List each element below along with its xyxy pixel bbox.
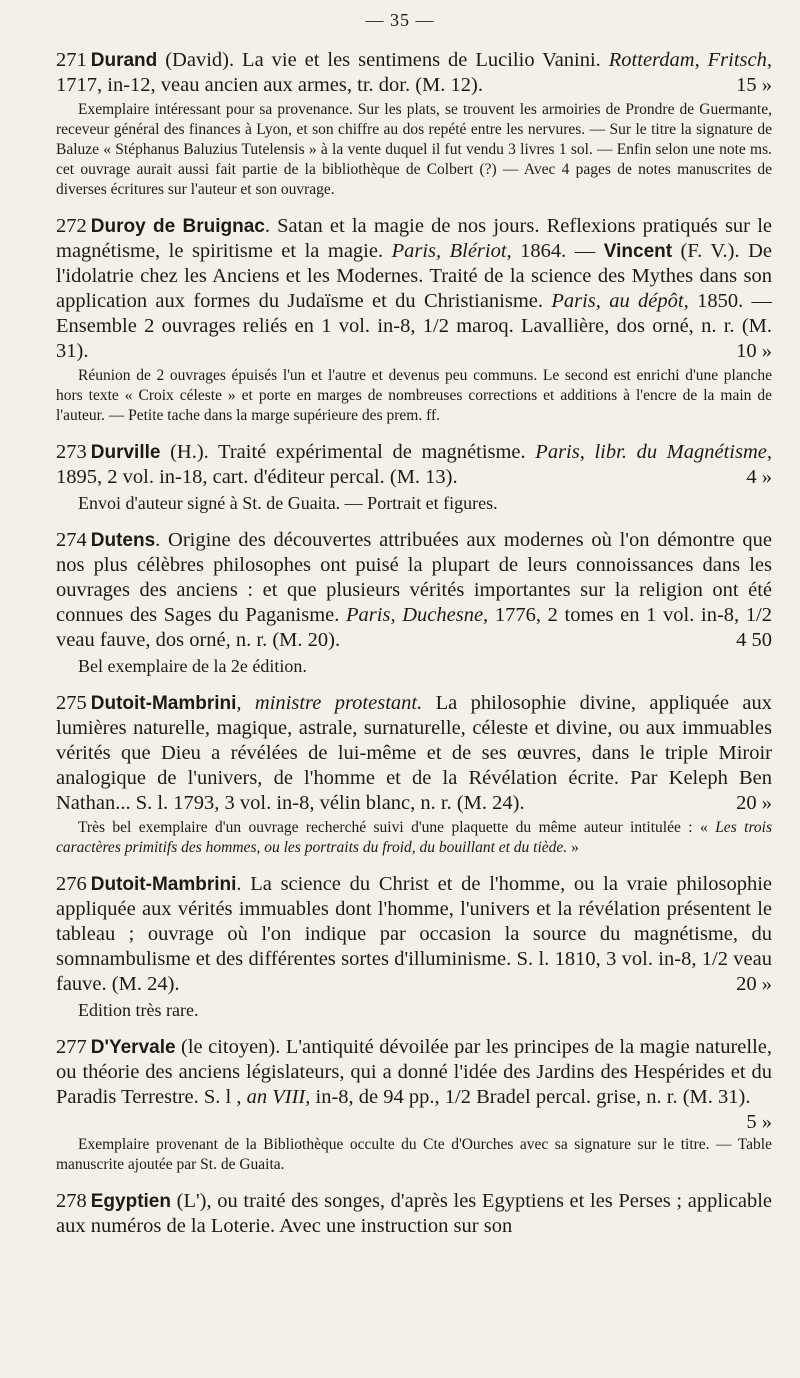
- entry-details: in-8, de 94 pp., 1/2 Bradel percal. grise, n. r. (M. 31).: [310, 1086, 751, 1108]
- entry-272-description: [56, 214, 772, 364]
- entry-second-imprint: Paris, au dépôt,: [551, 290, 689, 312]
- entry-271-description: [56, 48, 772, 98]
- entry-274: [56, 528, 772, 677]
- entry-second-title: (F. V.). De l'idolatrie chez les Anciens et les Modernes. Traité de la science des Mythes dans son application aux formes du Judaïsme et du Christianisme.: [56, 240, 773, 312]
- entry-title: . La science du Christ et de l'homme, ou la vraie philosophie appliquée aux vérités immuables dont l'homme, l'univers et la révélation présentent le tableau ; ouvrage où l'on indique par occasion la source du magnétisme, du somnambulisme et des différentes sortes d'illuminisme. S. l. 1810, 3 vol. in-8, 1/2 veau fauve. (M. 24).: [56, 873, 772, 995]
- entry-author: D'Yervale: [90, 1037, 176, 1058]
- entry-author: Egyptien: [90, 1191, 171, 1212]
- entry-275-description: [56, 691, 772, 816]
- entry-title: (L'), ou traité des songes, d'après les Egyptiens et les Perses ; applicable aux numéros de la Loterie. Avec une instruction sur son: [56, 1190, 772, 1237]
- entry-title: . Satan et la magie de nos jours. Reflexions pratiqués sur le magnétisme, le spiritisme et la magie.: [56, 215, 772, 262]
- entry-number: 273: [56, 441, 87, 463]
- entry-title: La philosophie divine, appliquée aux lumières naturelle, magique, astrale, surnaturelle, céleste et divine, ou aux immuables vérités que Dieu a révélées de lui-même et de ses œuvres, dans le triple Miroir analogique de l'univers, de l'homme et de la Révélation écrite. Par Keleph Ben Nathan... S. l. 1793, 3 vol. in-8, vélin blanc, n. r. (M. 24).: [56, 692, 772, 814]
- entry-author: Durville: [90, 442, 161, 463]
- entry-278-description: [56, 1189, 772, 1239]
- entry-276: [56, 872, 772, 1021]
- entry-278: [56, 1189, 772, 1239]
- entry-276-description: [56, 872, 772, 997]
- entry-note-title: Les trois caractères primitifs des hommes, ou les portraits du froid, du bouillant et du tiède.: [56, 819, 772, 856]
- entry-number: 277: [56, 1036, 87, 1058]
- entry-imprint: an VIII,: [246, 1086, 311, 1108]
- entry-272: [56, 214, 772, 426]
- entry-price: 4 »: [746, 466, 772, 488]
- entry-title: (H.). Traité expérimental de magnétisme.: [160, 441, 536, 463]
- entry-second-details: 1850. — Ensemble 2 ouvrages reliés en 1 vol. in-8, 1/2 maroq. Lavallière, dos orné, n. r. (M. 31).: [56, 290, 773, 362]
- entry-author: Dutens: [90, 530, 156, 551]
- entry-imprint: Rotterdam, Fritsch,: [608, 49, 772, 71]
- entry-273: [56, 440, 772, 514]
- entry-number: 276: [56, 873, 87, 895]
- entry-price: 20 »: [736, 973, 772, 995]
- entry-274-description: [56, 528, 772, 653]
- entry-imprint: Paris, Duchesne,: [346, 604, 489, 626]
- entry-author: Durand: [90, 50, 158, 71]
- entry-details: 1895, 2 vol. in-18, cart. d'éditeur percal. (M. 13).: [56, 466, 458, 488]
- entry-272-note: Réunion de 2 ouvrages épuisés l'un et l'autre et devenus peu communs. Le second est enrichi d'une planche hors texte « Croix céleste » et porte en marges de nombreuses corrections et additions à l'encre de la main de l'auteur. — Petite tache dans la marge supérieure des prem. ff.: [56, 367, 772, 424]
- entry-title: . Origine des découvertes attribuées aux modernes où l'on démontre que nos plus célèbres philosophes ont puisé la plupart de leurs connoissances dans les ouvrages des anciens : et que plusieurs vérités importantes sur la religion ont été connues des Sages du Paganisme.: [56, 529, 772, 626]
- entry-note-close: »: [567, 839, 579, 856]
- entry-277-note: Exemplaire provenant de la Bibliothèque occulte du Cte d'Ourches avec sa signature sur le titre. — Table manuscrite ajoutée par St. de Guaita.: [56, 1136, 772, 1173]
- entry-imprint: Paris, Blériot,: [391, 240, 512, 262]
- entry-price: 4 50: [736, 629, 772, 651]
- entry-author: Duroy de Bruignac: [90, 216, 265, 237]
- entry-276-note: Edition très rare.: [78, 1000, 199, 1020]
- entry-details: 1776, 2 tomes en 1 vol. in-8, 1/2 veau fauve, dos orné, n. r. (M. 20).: [56, 604, 772, 651]
- entry-second-author: Vincent: [603, 241, 673, 262]
- entry-note-text: Très bel exemplaire d'un ouvrage recherché suivi d'une plaquette du même auteur intitulée : «: [78, 819, 716, 836]
- entry-number: 272: [56, 215, 87, 237]
- entry-author: Dutoit-Mambrini: [90, 874, 237, 895]
- entry-details: 1717, in-12, veau ancien aux armes, tr. dor. (M. 12).: [56, 74, 483, 96]
- entry-price: 5 »: [746, 1111, 772, 1133]
- entry-271: [56, 48, 772, 200]
- entry-274-note: Bel exemplaire de la 2e édition.: [78, 656, 307, 676]
- entry-price: 20 »: [736, 792, 772, 814]
- catalogue-entries: [56, 48, 772, 1253]
- entry-number: 278: [56, 1190, 87, 1212]
- entry-275-note: [56, 818, 772, 858]
- entry-imprint: Paris, libr. du Magnétisme,: [535, 441, 773, 463]
- entry-number: 271: [56, 49, 87, 71]
- entry-title: (David). La vie et les sentimens de Lucilio Vanini.: [157, 49, 609, 71]
- entry-title: (le citoyen). L'antiquité dévoilée par les principes de la magie naturelle, ou théorie des anciens législateurs, qui a donné l'idée des Jardins des Hespérides et du Paradis Terrestre. S. l ,: [56, 1036, 772, 1108]
- entry-price: 15 »: [736, 74, 772, 96]
- entry-275: [56, 691, 772, 858]
- entry-number: 274: [56, 529, 87, 551]
- entry-271-note: Exemplaire intéressant pour sa provenance. Sur les plats, se trouvent les armoiries de Prondre de Guermante, receveur général des finances à Lyon, et son chiffre au dos repété entre les nervures. — Sur le titre la signature de Baluze « Stéphanus Baluzius Tutelensis » à la vente duquel il fut vendu 3 livres 1 sol. — Enfin selon une note ms. cet ouvrage aurait aussi fait partie de la bibliothèque de Colbert (?) — Avec 4 pages de notes manuscrites de diverses écritures sur l'auteur et son ouvrage.: [56, 101, 772, 198]
- entry-details: 1864. —: [511, 240, 604, 262]
- page-number: — 35 —: [365, 10, 435, 30]
- entry-author-role: , ministre protestant.: [236, 692, 423, 714]
- entry-273-description: [56, 440, 772, 490]
- entry-277: [56, 1035, 772, 1175]
- entry-273-note: Envoi d'auteur signé à St. de Guaita. — Portrait et figures.: [78, 493, 498, 513]
- entry-number: 275: [56, 692, 87, 714]
- entry-price: 10 »: [736, 340, 772, 362]
- entry-277-description: [56, 1035, 772, 1133]
- entry-author: Dutoit-Mambrini: [90, 693, 237, 714]
